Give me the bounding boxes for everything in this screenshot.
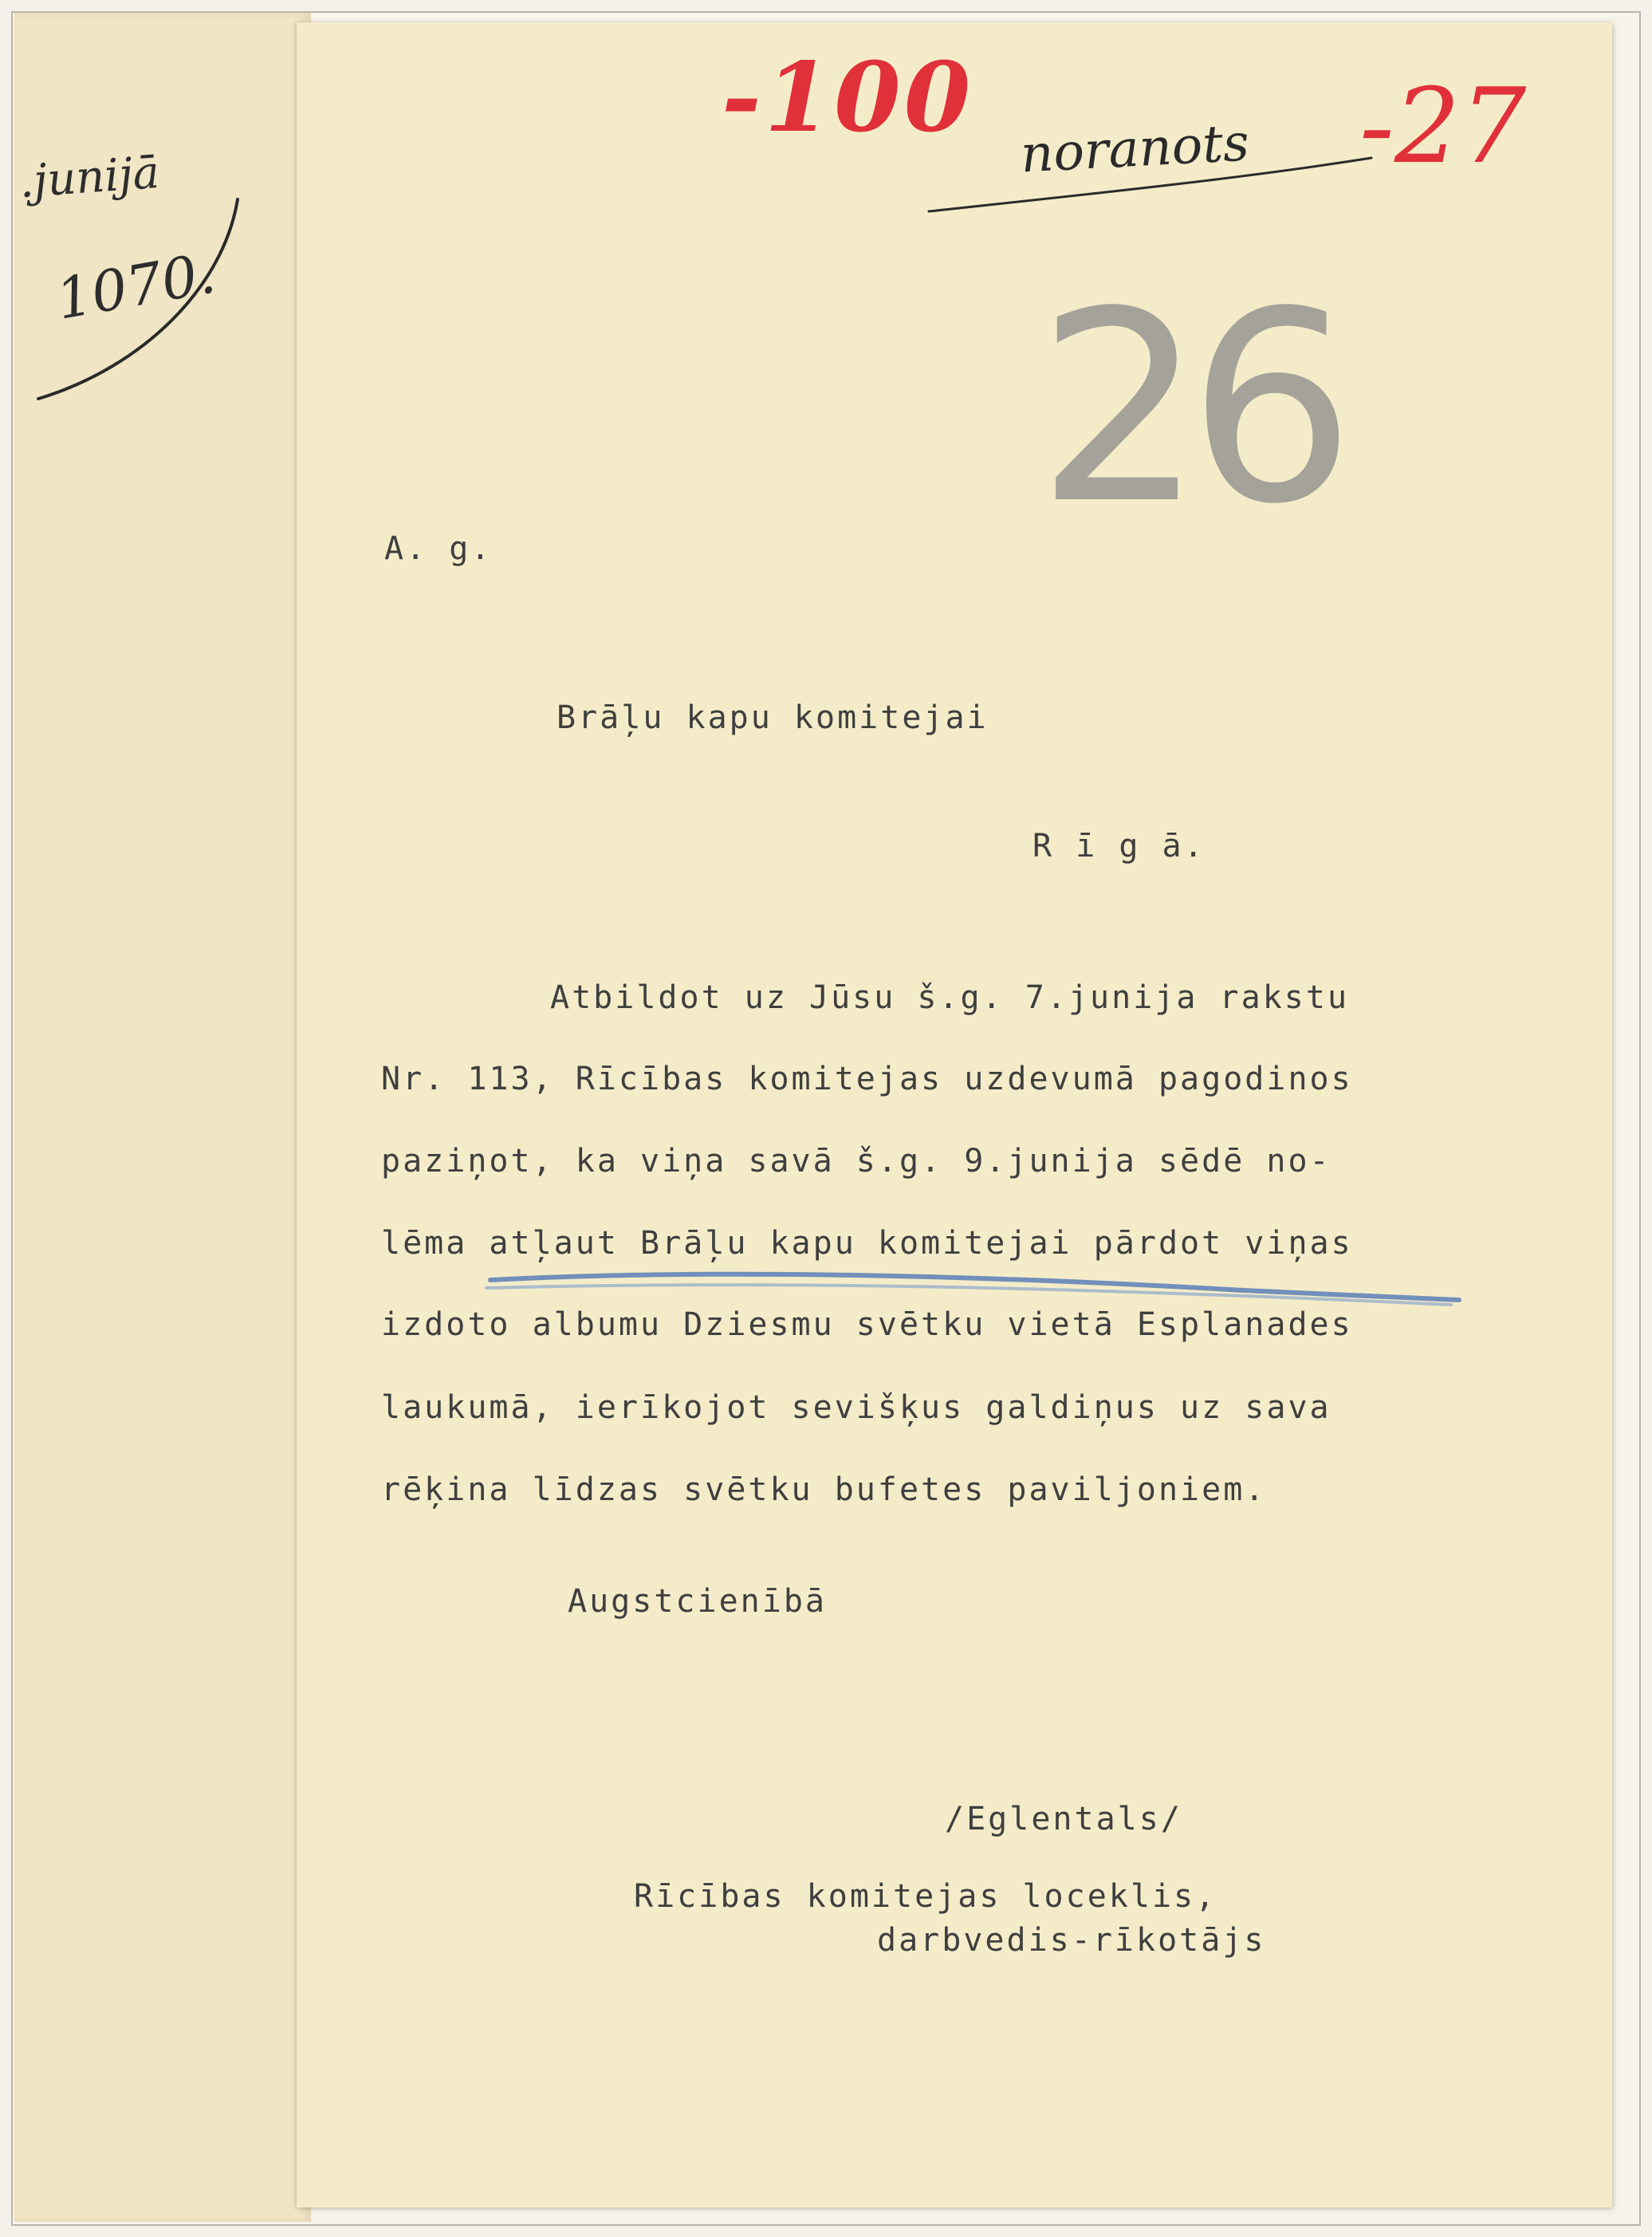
recipient: Brāļu kapu komitejai bbox=[557, 699, 989, 736]
body-line: paziņot, ka viņa savā š.g. 9.junija sēdē no- bbox=[381, 1143, 1331, 1180]
body-line: Nr. 113, Rīcības komitejas uzdevumā pagodinos bbox=[381, 1061, 1353, 1097]
handwritten-word: noranots bbox=[1019, 113, 1251, 185]
city: R ī g ā. bbox=[1032, 828, 1206, 864]
pencil-number: 26 bbox=[1036, 255, 1339, 561]
body-line: rēķina līdzas svētku bufetes paviljoniem. bbox=[381, 1471, 1267, 1508]
stub-arc bbox=[38, 199, 238, 399]
stub-number: 1070. bbox=[51, 240, 221, 333]
body-line: izdoto albumu Dziesmu svētku vietā Esplanades bbox=[381, 1306, 1353, 1343]
header-underline bbox=[929, 158, 1371, 211]
salutation: A. g. bbox=[384, 530, 493, 567]
body-line: lēma atļaut Brāļu kapu komitejai pārdot viņas bbox=[381, 1225, 1353, 1262]
red-suffix: -27 bbox=[1359, 65, 1527, 187]
signer-title-line-1: Rīcības komitejas loceklis, bbox=[634, 1878, 1217, 1915]
body-line: Atbildot uz Jūsu š.g. 7.junija rakstu bbox=[550, 979, 1350, 1016]
stub-date-fragment: .junijā bbox=[17, 146, 162, 209]
closing: Augstcienībā bbox=[568, 1583, 827, 1620]
red-number: -100 bbox=[722, 41, 974, 154]
body-line: laukumā, ierīkojot sevišķus galdiņus uz sava bbox=[381, 1389, 1331, 1426]
signer-title-line-2: darbvedis-rīkotājs bbox=[877, 1922, 1266, 1959]
signature-name: /Eglentals/ bbox=[945, 1801, 1182, 1837]
